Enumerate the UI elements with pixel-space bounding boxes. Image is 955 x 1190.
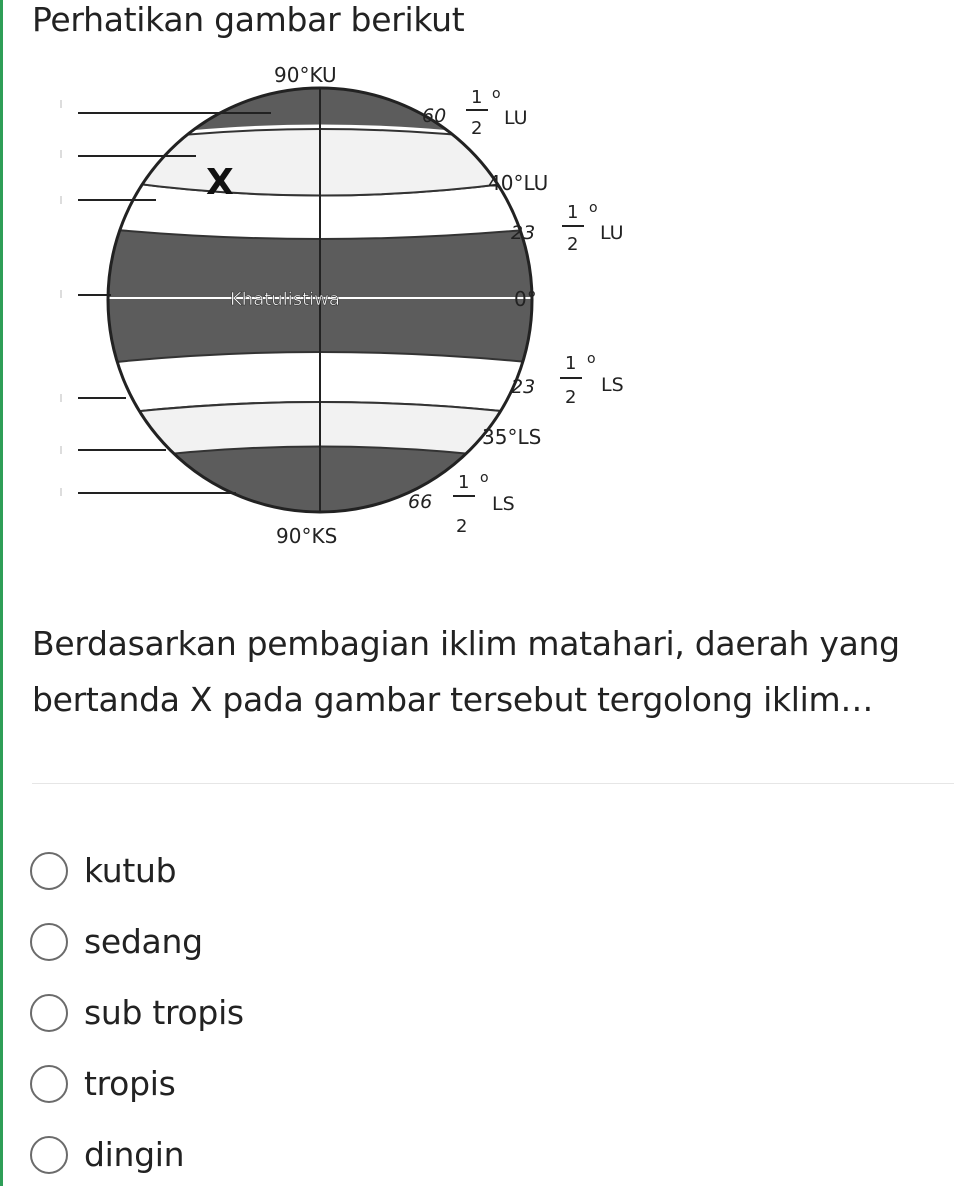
- option-sub-tropis[interactable]: [30, 977, 244, 1048]
- lat-23s-label: [511, 351, 624, 408]
- question-text: Berdasarkan pembagian iklim matahari, daerah yang bertanda X pada gambar tersebut tergolong iklim…: [32, 624, 900, 719]
- lat-23n-label: [511, 200, 624, 255]
- svg-text:2: 2: [565, 387, 577, 408]
- option-tropis[interactable]: [30, 1048, 244, 1119]
- svg-text:o: o: [587, 351, 596, 367]
- answer-options: [30, 835, 244, 1190]
- option-dingin[interactable]: [30, 1119, 244, 1190]
- radio-button[interactable]: [30, 994, 68, 1032]
- svg-text:1: 1: [565, 353, 577, 374]
- option-label: kutub: [84, 851, 177, 890]
- accent-bar: [0, 0, 3, 1186]
- svg-text:66: 66: [408, 491, 433, 513]
- lat-35-label: 35°LS: [482, 425, 542, 449]
- svg-text:2: 2: [567, 234, 579, 255]
- divider: [32, 783, 954, 784]
- marker-x: X: [206, 162, 234, 203]
- svg-text:LU: LU: [504, 107, 528, 129]
- radio-button[interactable]: [30, 1065, 68, 1103]
- option-kutub[interactable]: [30, 835, 244, 906]
- svg-text:LU: LU: [600, 222, 624, 244]
- option-label: dingin: [84, 1135, 185, 1174]
- radio-button[interactable]: [30, 1136, 68, 1174]
- svg-text:2: 2: [471, 118, 483, 139]
- svg-text:1: 1: [458, 472, 470, 493]
- svg-text:LS: LS: [492, 493, 515, 515]
- svg-text:1: 1: [567, 202, 579, 223]
- option-sedang[interactable]: [30, 906, 244, 977]
- option-label: sedang: [84, 922, 203, 961]
- north-pole-label: 90°KU: [274, 63, 337, 87]
- lat-0-label: 0°: [514, 287, 537, 311]
- intro-text: Perhatikan gambar berikut: [32, 0, 465, 39]
- radio-button[interactable]: [30, 852, 68, 890]
- svg-text:23: 23: [511, 376, 536, 398]
- lat-40-label: 40°LU: [488, 171, 549, 195]
- option-label: sub tropis: [84, 993, 244, 1032]
- svg-text:o: o: [589, 200, 598, 216]
- climate-zone-figure: [56, 58, 656, 558]
- radio-button[interactable]: [30, 923, 68, 961]
- svg-text:LS: LS: [601, 374, 624, 396]
- equator-label: Khatulistiwa: [230, 289, 340, 310]
- svg-text:60: 60: [422, 105, 447, 127]
- svg-text:o: o: [480, 470, 489, 486]
- svg-text:2: 2: [456, 516, 468, 537]
- svg-text:1: 1: [471, 87, 483, 108]
- option-label: tropis: [84, 1064, 176, 1103]
- svg-text:o: o: [492, 86, 501, 102]
- svg-text:23: 23: [511, 222, 536, 244]
- globe-diagram: [56, 58, 656, 558]
- south-pole-label: 90°KS: [276, 524, 338, 548]
